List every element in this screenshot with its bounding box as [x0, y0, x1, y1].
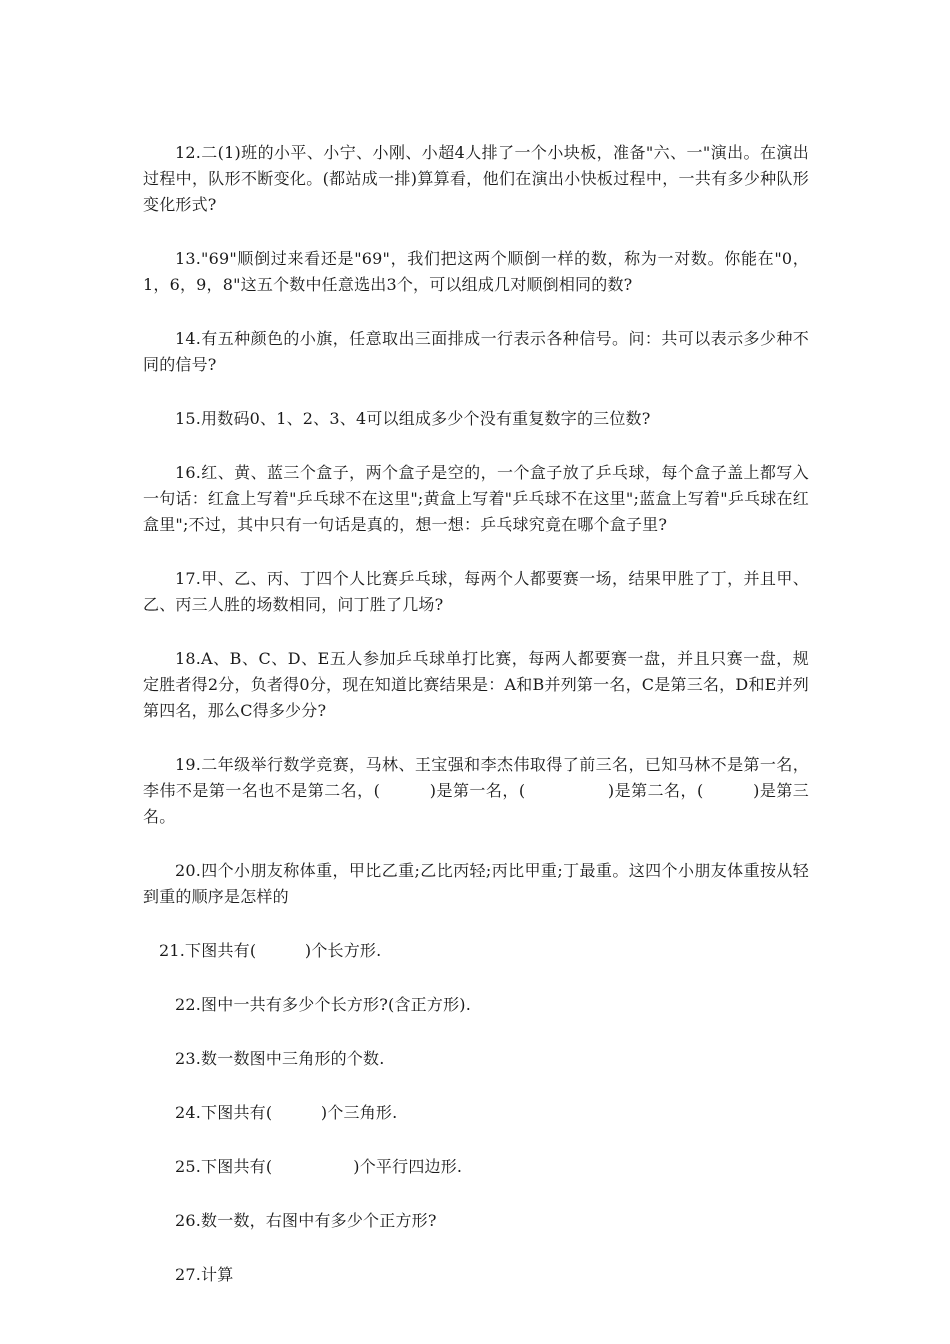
question-17: 17.甲、乙、丙、丁四个人比赛乒乓球，每两个人都要赛一场，结果甲胜了丁，并且甲、乙、丙三人胜的场数相同，问丁胜了几场?: [143, 569, 809, 614]
question-19: 19.二年级举行数学竞赛，马林、王宝强和李杰伟取得了前三名，已知马林不是第一名，李伟不是第一名也不是第二名，( )是第一名，( )是第二名，( )是第三名。: [143, 755, 809, 826]
question-15: 15.用数码0、1、2、3、4可以组成多少个没有重复数字的三位数?: [175, 409, 651, 428]
question-21: 21.下图共有( )个长方形.: [159, 941, 382, 960]
question-24: 24.下图共有( )个三角形.: [175, 1103, 398, 1122]
document-page: [143, 140, 809, 1316]
question-20: 20.四个小朋友称体重，甲比乙重;乙比丙轻;丙比甲重;丁最重。这四个小朋友体重按从轻到重的顺序是怎样的: [143, 861, 809, 906]
question-18: 18.A、B、C、D、E五人参加乒乓球单打比赛，每两人都要赛一盘，并且只赛一盘，规定胜者得2分，负者得0分，现在知道比赛结果是：A和B并列第一名，C是第三名，D和E并列第四名，那么C得多少分?: [143, 649, 809, 720]
question-23: 23.数一数图中三角形的个数.: [175, 1049, 385, 1068]
question-27: 27.计算: [175, 1265, 234, 1284]
question-22: 22.图中一共有多少个长方形?(含正方形).: [175, 995, 471, 1014]
question-12: 12.二(1)班的小平、小宁、小刚、小超4人排了一个小块板，准备"六、一"演出。在演出过程中，队形不断变化。(都站成一排)算算看，他们在演出小快板过程中，一共有多少种队形变化形式?: [143, 143, 809, 214]
question-25: 25.下图共有( )个平行四边形.: [175, 1157, 463, 1176]
question-13: 13."69"顺倒过来看还是"69"，我们把这两个顺倒一样的数，称为一对数。你能在"0，1，6，9，8"这五个数中任意选出3个，可以组成几对顺倒相同的数?: [143, 249, 809, 294]
question-26: 26.数一数，右图中有多少个正方形?: [175, 1211, 437, 1230]
question-14: 14.有五种颜色的小旗，任意取出三面排成一行表示各种信号。问：共可以表示多少种不同的信号?: [143, 329, 809, 374]
question-16: 16.红、黄、蓝三个盒子，两个盒子是空的，一个盒子放了乒乓球，每个盒子盖上都写入一句话：红盒上写着"乒乓球不在这里";黄盒上写着"乒乓球不在这里";蓝盒上写着"乒乓球在红盒里";不过，其中只有一句话是真的，想一想：乒乓球究竟在哪个盒子里?: [143, 463, 809, 534]
